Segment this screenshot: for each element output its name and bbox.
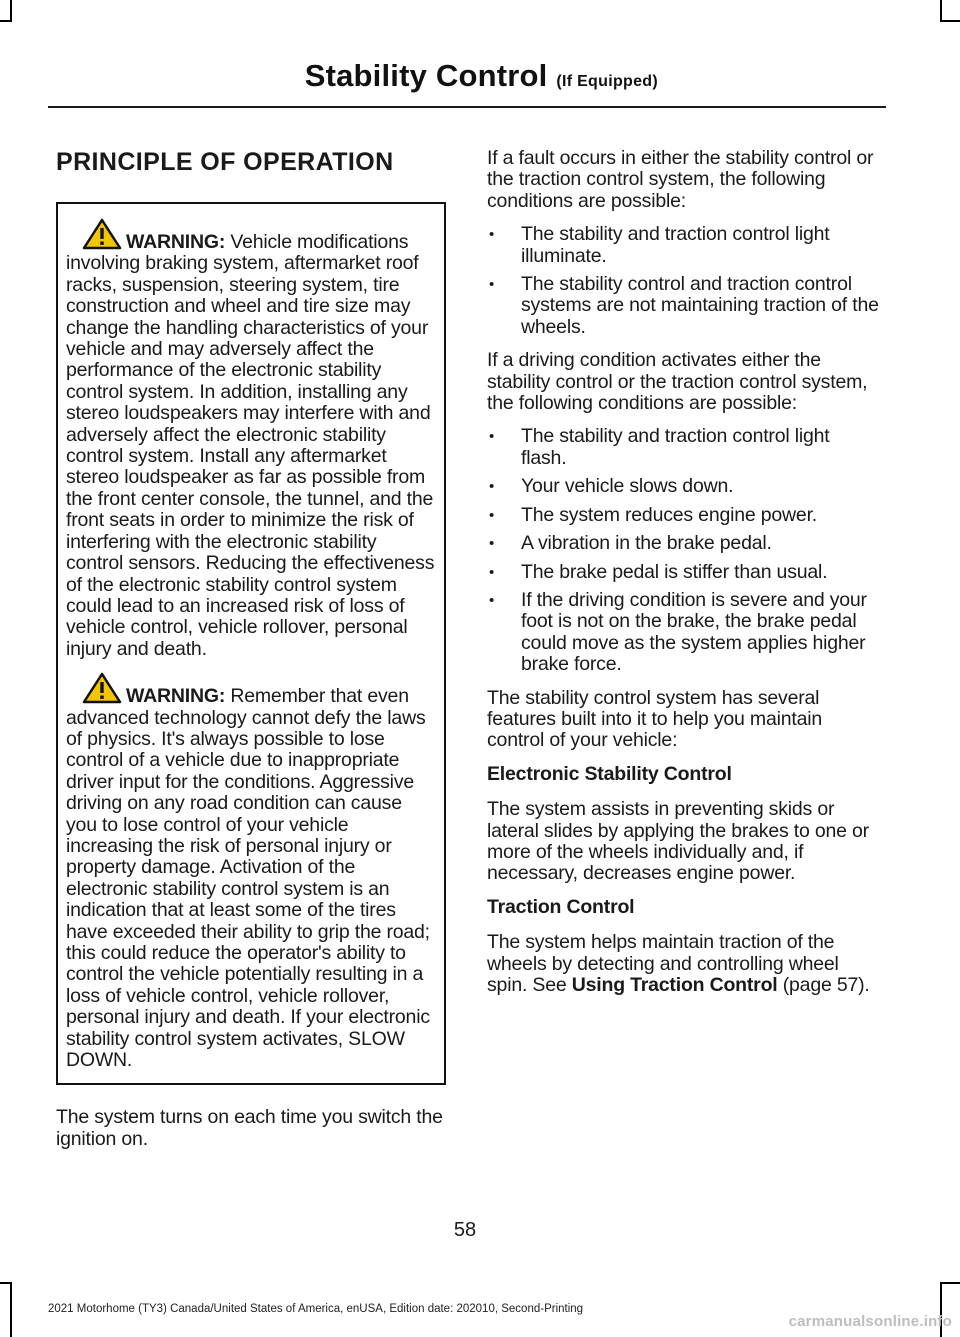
section-title: PRINCIPLE OF OPERATION	[56, 148, 394, 176]
cross-reference-link[interactable]: Using Traction Control	[571, 974, 778, 996]
header-title-text: Stability Control	[304, 58, 548, 93]
body-paragraph: The stability control system has several features built into it to help you maintain control of your vehicle:	[487, 686, 823, 752]
tc-text: The system helps maintain traction of the wheels by detecting and controlling wheel spin. See	[487, 931, 839, 996]
list-item: • The stability control and traction control systems are not maintaining traction of the wheels.	[487, 274, 879, 338]
fault-conditions-list	[487, 224, 879, 338]
warning-triangle-icon	[82, 218, 122, 250]
list-item: • If the driving condition is severe and your foot is not on the brake, the brake pedal could move as the system applies higher brake force.	[487, 590, 879, 676]
crop-mark	[0, 1282, 12, 1284]
list-item: • The system reduces engine power.	[487, 505, 879, 526]
list-item: • The stability and traction control light flash.	[487, 426, 879, 469]
warning-text: Vehicle modifications involving braking system, aftermarket roof racks, suspension, steering system, tire construction and wheel and tire size may change the handling characteristics of your vehicle and may adversely affect the performance of the electronic stability control system. In addition, installing any stereo loudspeakers may interfere with and adversely affect the electronic stability control system. Install any aftermarket stereo loudspeaker as far as possible from the front center console, the tunnel, and the front seats in order to minimize the risk of interfering with the electronic stability control sensors. Reducing the effectiveness of the electronic stability control system could lead to an increased risk of loss of vehicle control, vehicle rollover, personal injury and death.	[66, 231, 435, 660]
body-paragraph: The system assists in preventing skids or lateral slides by applying the brakes to one or more of the wheels individually and, if necessary, decreases engine power.	[487, 798, 869, 885]
crop-mark	[940, 0, 942, 22]
esc-heading: Electronic Stability Control	[487, 762, 732, 785]
footer-text: 2021 Motorhome (TY3) Canada/United States of America, enUSA, Edition date: 202010, Second-Printing	[48, 1303, 584, 1315]
crop-mark	[10, 1282, 12, 1337]
activation-conditions-list	[487, 426, 879, 675]
warning-text: Remember that even advanced technology cannot defy the laws of physics. It's always possible to lose control of a vehicle due to inappropriate driver input for the conditions. Aggressive driving on any road condition can cause you to lose control of your vehicle increasing the risk of personal injury or property damage. Activation of the electronic stability control system is an indication that at least some of the tires have exceeded their ability to grip the road; this could reduce the operator's ability to control the vehicle potentially resulting in a loss of vehicle control, vehicle rollover, personal injury and death. If your electronic stability control system activates, SLOW DOWN.	[66, 685, 430, 1072]
tc-page-ref: (page 57).	[782, 974, 870, 996]
body-paragraph: The system turns on each time you switch the ignition on.	[56, 1106, 443, 1150]
right-column	[487, 148, 879, 1008]
list-item: • Your vehicle slows down.	[487, 476, 879, 497]
warning-label: WARNING:	[126, 685, 226, 708]
list-item: • The stability and traction control light illuminate.	[487, 224, 879, 267]
header-subtitle: (If Equipped)	[556, 73, 658, 90]
list-item: • A vibration in the brake pedal.	[487, 533, 879, 554]
warning-box	[56, 202, 446, 1085]
body-paragraph: If a fault occurs in either the stability control or the traction control system, the following conditions are possible:	[487, 147, 874, 212]
body-paragraph: If a driving condition activates either the stability control or the traction control system, the following conditions are possible:	[487, 349, 868, 415]
warning-label: WARNING:	[126, 231, 226, 253]
header-divider	[48, 106, 886, 108]
traction-control-heading: Traction Control	[487, 895, 635, 918]
warning-paragraph	[66, 218, 436, 660]
list-item: • The brake pedal is stiffer than usual.	[487, 562, 879, 583]
crop-mark	[940, 1282, 960, 1284]
left-column	[56, 148, 446, 1162]
page-number: 58	[453, 1219, 477, 1241]
watermark: carmanualsonline.info	[788, 1313, 952, 1330]
page-header-title	[305, 58, 658, 94]
body-paragraph	[487, 932, 879, 996]
crop-mark	[10, 0, 12, 22]
warning-paragraph	[66, 672, 436, 1071]
warning-triangle-icon	[82, 672, 122, 704]
crop-mark	[0, 20, 12, 22]
crop-mark	[940, 20, 960, 22]
